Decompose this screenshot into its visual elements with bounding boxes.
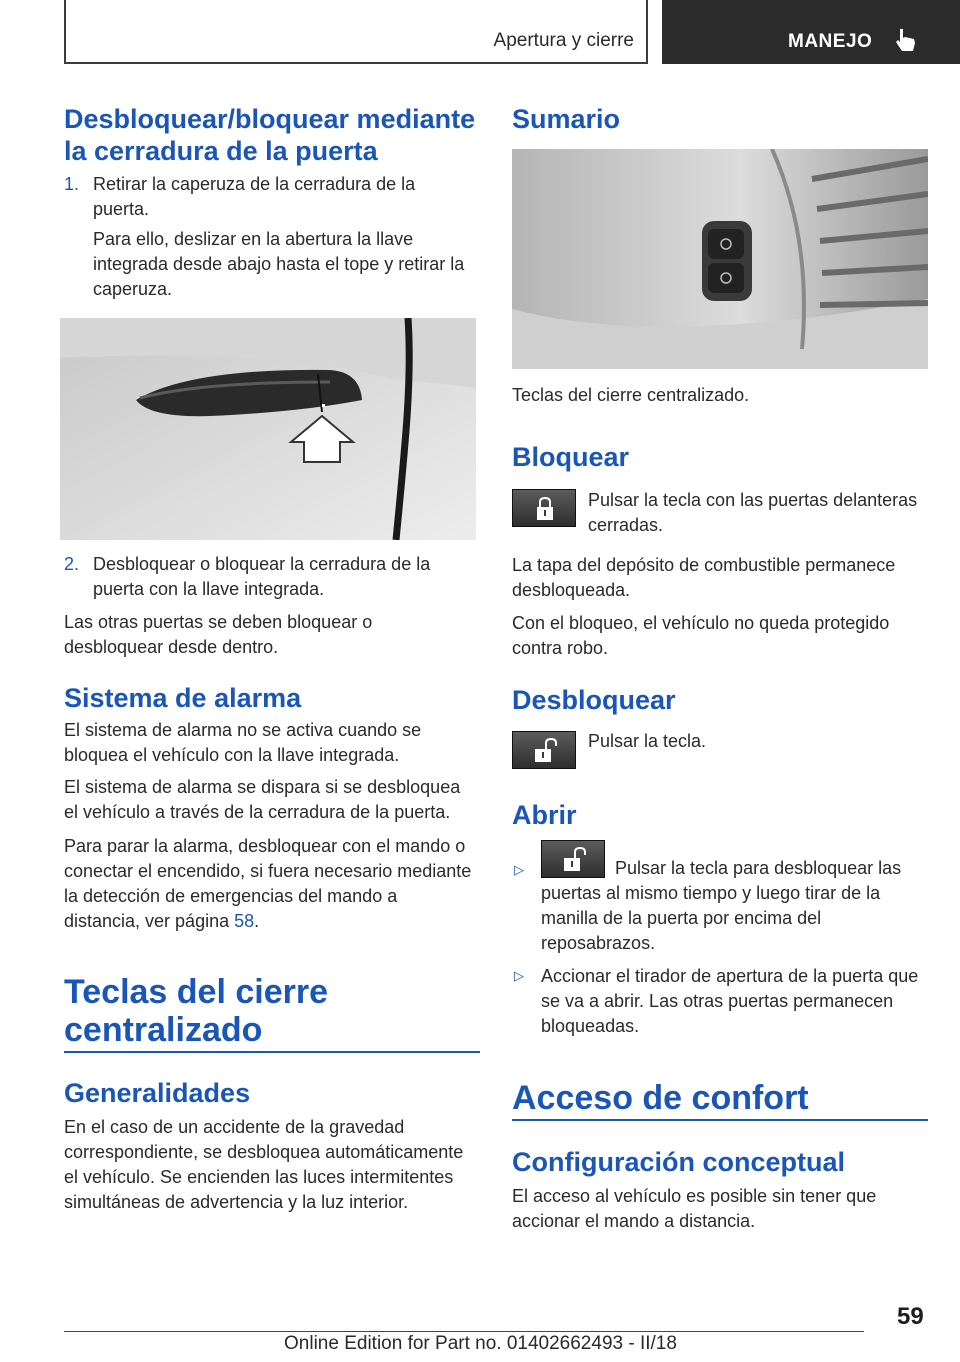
step-2-text: Desbloquear o bloquear la cerradura de la puerta con la llave integrada. [93, 554, 431, 599]
lock-paragraph-2: Con el bloqueo, el vehículo no queda protegido contra robo. [512, 613, 890, 658]
alarm-paragraph-2: El sistema de alarma se dispara si se desbloquea el vehículo a través de la cerradura de la puerta. [64, 777, 461, 822]
footer-edition: Online Edition for Part no. 01402662493 - II/18 [284, 1333, 677, 1354]
heading-alarm: Sistema de alarma [64, 683, 302, 713]
heading-lock-door: Desbloquear/bloquear mediante la cerradura de la puerta [64, 104, 476, 166]
lock-paragraph-1: La tapa del depósito de combustible permanece desbloqueada. [512, 555, 896, 600]
image-caption: Teclas del cierre centralizado. [512, 385, 750, 405]
bullet-triangle-icon: ▷ [514, 968, 524, 983]
alarm-paragraph-1: El sistema de alarma no se activa cuando se bloquea el vehículo con la llave integrada. [64, 720, 422, 765]
step-1-subtext: Para ello, deslizar en la abertura la llave integrada desde abajo hasta el tope y retirar la caperuza. [93, 229, 465, 299]
heading-general: Generalidades [64, 1078, 251, 1108]
open-bullet-2-text: Accionar el tirador de apertura de la puerta que se va a abrir. Las otras puertas permanecen bloqueadas. [541, 966, 919, 1036]
page-58-link[interactable]: 58 [234, 911, 255, 931]
concept-paragraph: El acceso al vehículo es posible sin tener que accionar el mando a distancia. [512, 1186, 877, 1231]
alarm-paragraph-3-end: . [254, 911, 260, 931]
heading-lock: Bloquear [512, 442, 630, 472]
alarm-paragraph-3-text: Para parar la alarma, desbloquear con el mando o conectar el encendido, si fuera necesario mediante la detección de emergencias del mando a distancia, ver página [64, 836, 472, 931]
open-bullet-1-text: Pulsar la tecla para desbloquear las puertas al mismo tiempo y luego tirar de la manilla de la puerta por encima del reposabrazos. [541, 858, 902, 953]
footer-rule [64, 1331, 864, 1332]
step-1-text: Retirar la caperuza de la cerradura de la puerta. [93, 174, 416, 219]
heading-summary: Sumario [512, 104, 621, 134]
page-number: 59 [897, 1303, 924, 1330]
heading-comfort-access: Acceso de confort [512, 1079, 809, 1117]
alarm-paragraph-3 [64, 834, 478, 934]
heading-concept: Configuración conceptual [512, 1147, 846, 1177]
other-doors-text: Las otras puertas se deben bloquear o desbloquear desde dentro. [64, 612, 373, 657]
header-chapter-label: MANEJO [788, 31, 873, 52]
central-lock-buttons-image [512, 149, 928, 369]
step-1-number: 1. [64, 174, 80, 194]
header-section-box [64, 0, 648, 64]
heading-open: Abrir [512, 800, 577, 830]
unlock-key-image [512, 731, 576, 769]
heading-rule [512, 1119, 928, 1121]
padlock-open-icon [513, 732, 577, 770]
bullet-triangle-icon: ▷ [514, 862, 524, 877]
lock-key-text: Pulsar la tecla con las puertas delanteras cerradas. [588, 490, 918, 535]
step-2-number: 2. [64, 554, 80, 574]
header-chapter-tab [662, 0, 960, 64]
heading-rule [64, 1051, 480, 1053]
lock-key-image [512, 489, 576, 527]
heading-central-locking: Teclas del cierre centralizado [64, 973, 328, 1049]
general-paragraph: En el caso de un accidente de la gravedad correspondiente, se desbloquea automáticamente el vehículo. Se encienden las luces intermitentes simultáneas de advertencia y la luz interior. [64, 1117, 464, 1212]
unlock-key-text: Pulsar la tecla. [588, 731, 707, 751]
heading-unlock: Desbloquear [512, 685, 676, 715]
door-handle-image [60, 318, 476, 540]
header-section-title: Apertura y cierre [493, 30, 634, 51]
hand-pointer-icon [894, 27, 918, 53]
padlock-closed-icon [513, 490, 577, 528]
